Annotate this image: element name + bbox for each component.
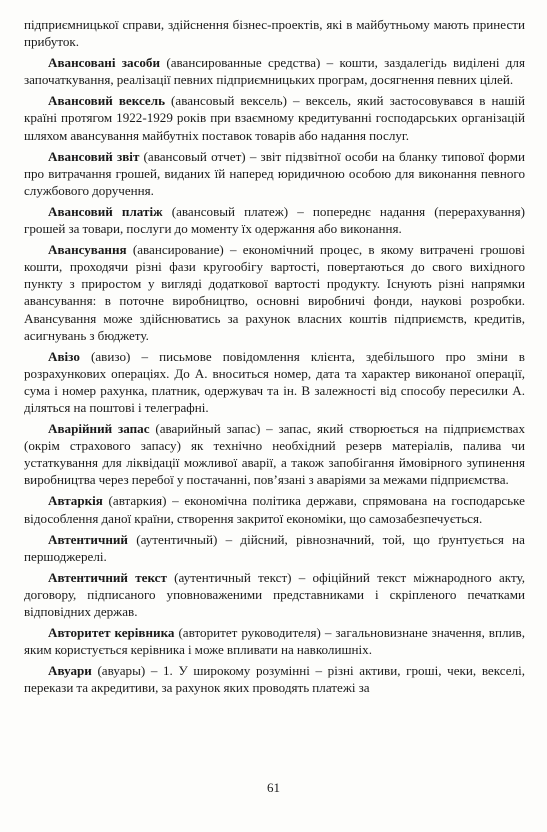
entry-term: Автаркія <box>48 493 103 509</box>
entry-definition: (автаркия) – економічна політика держави, спрямована на господарське відособлення даної країни, створення закритої економіки, що самозабезпечується. <box>24 493 525 526</box>
entry-term: Авуари <box>48 663 92 679</box>
dictionary-entry <box>24 624 525 658</box>
dictionary-entry <box>24 531 525 565</box>
dictionary-entry <box>24 241 525 344</box>
dictionary-entry <box>24 203 525 237</box>
entry-term: Автентичний текст <box>48 569 167 585</box>
entry-term: Автентичний <box>48 531 128 547</box>
entry-term: Авансовий вексель <box>48 93 165 109</box>
entry-definition: (авансовый платеж) – попереднє надання (перерахування) грошей за товари, послуги до моменту їх одержання або виконання. <box>24 203 525 237</box>
dictionary-entry <box>24 148 525 199</box>
dictionary-entry <box>24 420 525 488</box>
entry-definition: (авизо) – письмове повідомлення клієнта, здебільшого про зміни в розрахункових операціях. До А. вноситься номер, дата та характер виконаної операції, сума і номер рахунка, платник, одержувач та ін. В залежності від способу пересилки А. діляться на поштові і телеграфні. <box>24 348 525 415</box>
dictionary-entry <box>24 662 525 696</box>
dictionary-entry <box>24 92 525 143</box>
entry-definition: (авторитет руководителя) – загальновизнане значення, вплив, яким користується керівника і може впливати на навколишніх. <box>24 625 525 658</box>
entry-term: Авторитет керівника <box>48 625 175 641</box>
entry-definition: (аутентичный текст) – офіційний текст міжнародного акту, договору, підписаного уповноваженими представниками і скріпленого печатками відповідних держав. <box>24 569 526 619</box>
page-number: 61 <box>267 780 280 795</box>
entry-term: Аварійний запас <box>48 421 150 437</box>
dictionary-entry <box>24 569 525 620</box>
dictionary-entry <box>24 54 525 88</box>
entry-term: Авізо <box>48 348 80 364</box>
entry-definition: (аварийный запас) – запас, який створюється на підприємствах (окрім страхового запасу) як технічно необхідний резерв матеріалів, палива чи устаткування для ліквідації можливої аварії, а також запобігання ймовірного зупинення виробництва через перебої у постачанні, пов’язані з аваріями за межами підприємства. <box>24 421 525 488</box>
entry-definition: (авансовый отчет) – звіт підзвітної особи на бланку типової форми про витрачання грошей, виданих їй наперед юридичною особою для виконання певного службового доручення. <box>24 148 525 198</box>
entry-definition: (авансированные средства) – кошти, заздалегідь виділені для започаткування, реалізації певних підприємницьких програм, досягнення певних цілей. <box>24 55 525 88</box>
entry-definition: (авансирование) – економічний процес, в якому витрачені грошові кошти, проходячи різні фази кругообігу вартості, повертаються до свого вихідного пункту з приростом у вигляді додаткової вартості продукту. Існують різні напрямки авансування: в поточне виробництво, основні виробничі фонди, наукові розробки. Авансування може здійснюватись за рахунок власних коштів підприємств, кредитів, асигнувань з бюджету. <box>24 242 525 343</box>
entry-definition: (аутентичный) – дійсний, рівнозначний, той, що ґрунтується на першоджерелі. <box>24 531 525 564</box>
entry-term: Авансовий звіт <box>48 148 140 164</box>
continuation-paragraph: підприємницької справи, здійснення бізнес-проектів, які в майбутньому мають принести прибуток. <box>24 17 525 50</box>
page-text <box>24 16 525 696</box>
entry-term: Авансовані засоби <box>48 55 161 71</box>
entry-term: Авансування <box>48 242 127 258</box>
entry-definition: (авансовый вексель) – вексель, який застосовувався в нашій країні протягом 1922-1929 років при взаємному кредитуванні господарських організацій шляхом авансування майбутніх поставок товарів або надання послуг. <box>24 93 525 143</box>
dictionary-entry <box>24 348 525 416</box>
dictionary-entry <box>24 492 525 526</box>
entry-definition: (авуары) – 1. У широкому розумінні – різні активи, гроші, чеки, векселі, перекази та акредитиви, за рахунок яких проводять платежі за <box>24 663 525 696</box>
entry-term: Авансовий платіж <box>48 203 163 219</box>
